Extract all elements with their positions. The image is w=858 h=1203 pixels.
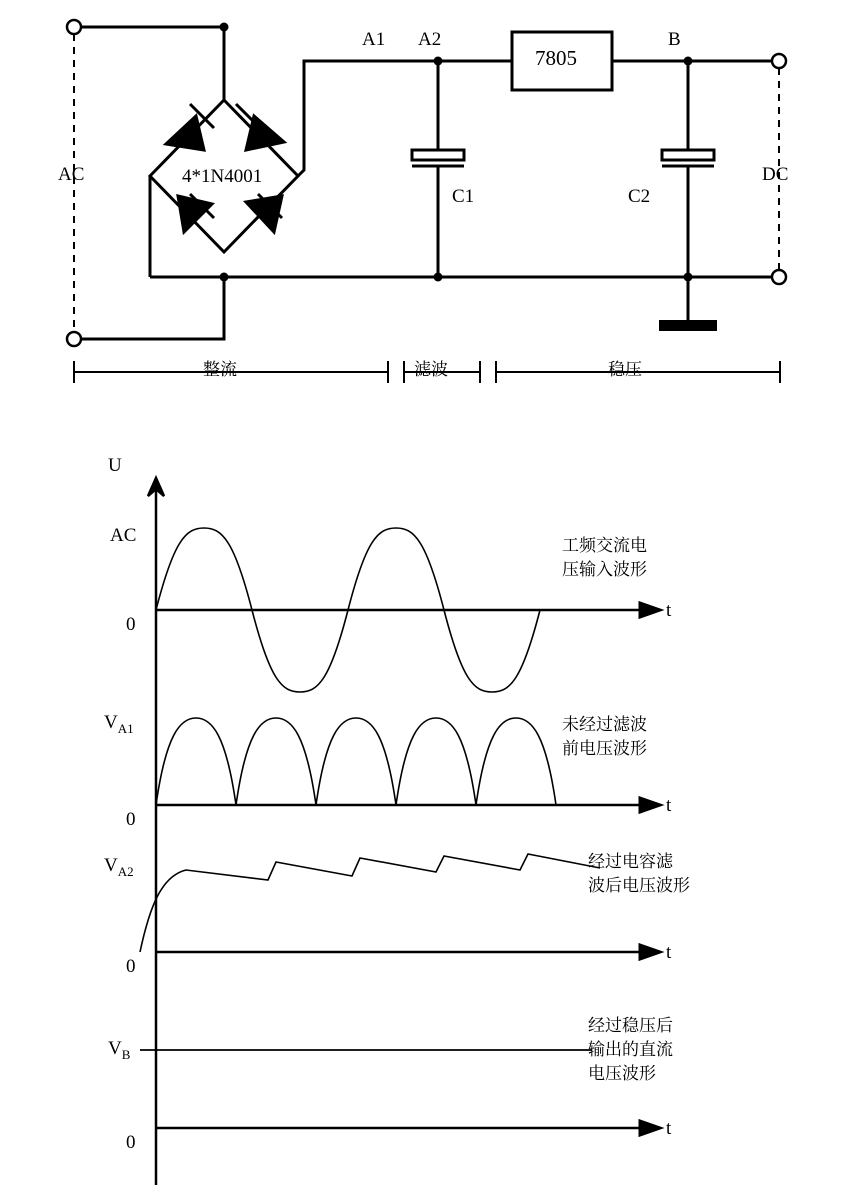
junction-dot: [684, 57, 693, 66]
plot3-caption-line2: 波后电压波形: [588, 876, 690, 896]
wire-bridge-out: [298, 61, 392, 176]
plot4-y-label-sub: B: [121, 1046, 131, 1062]
plot1-origin-label: 0: [126, 614, 136, 635]
ac-terminal-top: [67, 20, 81, 34]
plot3-origin-label: 0: [126, 956, 136, 977]
label-node-a2: A2: [418, 29, 442, 50]
plot4-x-label: t: [666, 1118, 672, 1139]
plot2-curve: [156, 718, 556, 805]
label-dc: DC: [762, 164, 789, 185]
plot4-y-label-main: V: [108, 1038, 122, 1059]
plot4-y-label: [108, 1038, 130, 1066]
plot4-x-arrow: [640, 1121, 660, 1135]
plot2-y-label-sub: A1: [117, 720, 134, 736]
junction-dot: [684, 273, 693, 282]
wire-ac-bottom: [81, 277, 224, 339]
plot1-y-label: AC: [110, 525, 137, 546]
junction-dot: [434, 57, 443, 66]
diode-lower-right: [246, 194, 282, 232]
plot3-y-label-main: V: [104, 855, 118, 876]
plot1-x-arrow: [640, 603, 660, 617]
label-cap2: C2: [628, 186, 651, 207]
junction-dot: [220, 273, 229, 282]
section-label-regulate: 稳压: [608, 360, 642, 380]
ac-terminal-bottom: [67, 332, 81, 346]
plot2-caption-line1: 未经过滤波: [562, 715, 647, 735]
plot2-y-label: [104, 712, 134, 740]
dc-terminal-bottom: [772, 270, 786, 284]
section-label-rectify: 整流: [203, 360, 237, 380]
label-bridge: 4*1N4001: [182, 166, 263, 187]
label-node-b: B: [668, 29, 681, 50]
plot1-x-label: t: [666, 600, 672, 621]
plot4-origin-label: 0: [126, 1132, 136, 1153]
c1-plate-top: [412, 150, 464, 160]
plot3-y-label: [104, 855, 134, 883]
plot3-y-label-sub: A2: [117, 863, 134, 879]
plot4-caption-line1: 经过稳压后: [588, 1016, 673, 1036]
label-cap1: C1: [452, 186, 475, 207]
c2-plate-top: [662, 150, 714, 160]
ground-symbol: [659, 320, 717, 331]
plot3-x-arrow: [640, 945, 660, 959]
plot-filtered: [140, 854, 660, 959]
plot-regulated: [140, 1050, 660, 1135]
diode-upper-right: [236, 104, 284, 150]
dc-terminal-top: [772, 54, 786, 68]
plot3-x-label: t: [666, 942, 672, 963]
plot1-caption-line2: 压输入波形: [562, 560, 647, 580]
section-label-filter: 滤波: [414, 360, 448, 380]
plot4-caption-line3: 电压波形: [588, 1064, 656, 1084]
y-axis-label: U: [108, 455, 122, 476]
junction-dot: [220, 23, 229, 32]
label-ac: AC: [58, 164, 85, 185]
plot2-caption-line2: 前电压波形: [562, 739, 647, 759]
label-regulator: 7805: [535, 46, 577, 70]
plot2-y-label-main: V: [104, 712, 118, 733]
junction-dot: [434, 273, 443, 282]
diode-upper-left: [166, 104, 214, 150]
waveform-axes: [148, 478, 164, 1185]
wire-ac-top: [81, 27, 224, 100]
plot3-caption-line1: 经过电容滤: [588, 852, 673, 872]
plot4-caption-line2: 输出的直流: [588, 1040, 673, 1060]
plot2-x-arrow: [640, 798, 660, 812]
plot1-caption-line1: 工频交流电: [562, 536, 647, 556]
diode-lower-left: [178, 194, 214, 232]
plot2-x-label: t: [666, 795, 672, 816]
label-node-a1: A1: [362, 29, 386, 50]
plot3-curve: [140, 854, 600, 952]
plot2-origin-label: 0: [126, 809, 136, 830]
